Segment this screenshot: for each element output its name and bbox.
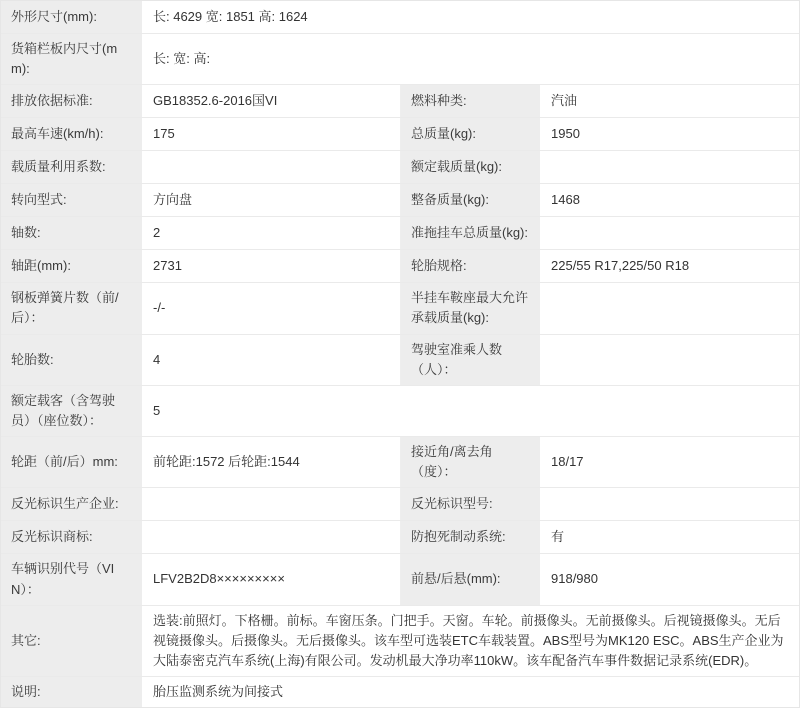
spec-label: 轮距（前/后）mm: — [1, 437, 143, 487]
spec-label: 整备质量(kg): — [401, 184, 541, 216]
spec-value: LFV2B2D8××××××××× — [143, 554, 401, 604]
spec-value: 5 — [143, 386, 799, 436]
spec-value: 1950 — [541, 118, 799, 150]
spec-value: GB18352.6-2016国VI — [143, 85, 401, 117]
spec-row-springs-saddle — [1, 283, 799, 334]
spec-value — [541, 217, 799, 249]
spec-value: 4 — [143, 335, 401, 385]
spec-row-other — [1, 606, 799, 677]
spec-label: 驾驶室准乘人数（人）： — [401, 335, 541, 385]
spec-label: 外形尺寸(mm): — [1, 1, 143, 33]
spec-label: 最高车速(km/h): — [1, 118, 143, 150]
spec-value — [541, 488, 799, 520]
spec-row-load-factor — [1, 151, 799, 184]
spec-label: 半挂车鞍座最大允许承载质量(kg): — [401, 283, 541, 333]
spec-label: 轴数: — [1, 217, 143, 249]
spec-row-dimensions — [1, 1, 799, 34]
spec-label: 反光标识生产企业: — [1, 488, 143, 520]
spec-row-track-angles — [1, 437, 799, 488]
spec-label: 转向型式: — [1, 184, 143, 216]
spec-row-seating — [1, 386, 799, 437]
spec-value — [143, 488, 401, 520]
spec-label: 货箱栏板内尺寸(mm): — [1, 34, 143, 84]
spec-value: 2731 — [143, 250, 401, 282]
spec-label: 轮胎数: — [1, 335, 143, 385]
spec-value — [143, 151, 401, 183]
spec-label: 其它: — [1, 606, 143, 676]
spec-value: 225/55 R17,225/50 R18 — [541, 250, 799, 282]
spec-value: 175 — [143, 118, 401, 150]
spec-value — [541, 283, 799, 333]
spec-row-axles-trailer — [1, 217, 799, 250]
spec-label: 钢板弹簧片数（前/后）： — [1, 283, 143, 333]
spec-value: 有 — [541, 521, 799, 553]
spec-value: 2 — [143, 217, 401, 249]
spec-label: 车辆识别代号（VIN）： — [1, 554, 143, 604]
spec-label: 燃料种类: — [401, 85, 541, 117]
spec-row-emission-fuel — [1, 85, 799, 118]
spec-row-reflective-maker-model — [1, 488, 799, 521]
spec-value: 长: 4629 宽: 1851 高: 1624 — [143, 1, 799, 33]
spec-value: 长: 宽: 高: — [143, 34, 799, 84]
spec-row-tire-count-cab — [1, 335, 799, 386]
spec-label: 轴距(mm): — [1, 250, 143, 282]
spec-label: 前悬/后悬(mm): — [401, 554, 541, 604]
spec-row-reflective-brand-abs — [1, 521, 799, 554]
spec-label: 载质量利用系数: — [1, 151, 143, 183]
spec-label: 接近角/离去角（度）： — [401, 437, 541, 487]
spec-value: 918/980 — [541, 554, 799, 604]
spec-row-note — [1, 677, 799, 707]
spec-value — [541, 151, 799, 183]
spec-row-cargo-box — [1, 34, 799, 85]
spec-value: 汽油 — [541, 85, 799, 117]
spec-label: 反光标识型号: — [401, 488, 541, 520]
spec-value: 前轮距:1572 后轮距:1544 — [143, 437, 401, 487]
spec-row-speed-gvw — [1, 118, 799, 151]
spec-label: 总质量(kg): — [401, 118, 541, 150]
spec-label: 排放依据标准: — [1, 85, 143, 117]
spec-value: 18/17 — [541, 437, 799, 487]
spec-label: 准拖挂车总质量(kg): — [401, 217, 541, 249]
spec-row-steering-curb — [1, 184, 799, 217]
spec-value: 方向盘 — [143, 184, 401, 216]
spec-label: 说明: — [1, 677, 143, 707]
spec-value: 选装:前照灯。下格栅。前标。车窗压条。门把手。天窗。车轮。前摄像头。无前摄像头。后视镜摄像头。无后视镜摄像头。后摄像头。无后摄像头。该车型可选装ETC车载装置。ABS型号为MK120 ESC。ABS生产企业为大陆泰密克汽车系统(上海)有限公司。发动机最大净功率110kW。该车配备汽车事件数据记录系统(EDR)。 — [143, 606, 799, 676]
spec-value: 1468 — [541, 184, 799, 216]
spec-label: 反光标识商标: — [1, 521, 143, 553]
spec-label: 额定载质量(kg): — [401, 151, 541, 183]
spec-label: 防抱死制动系统: — [401, 521, 541, 553]
spec-value — [143, 521, 401, 553]
spec-value: -/- — [143, 283, 401, 333]
spec-value — [541, 335, 799, 385]
spec-label: 额定载客（含驾驶员）（座位数）： — [1, 386, 143, 436]
spec-label: 轮胎规格: — [401, 250, 541, 282]
spec-row-wheelbase-tires — [1, 250, 799, 283]
spec-value: 胎压监测系统为间接式 — [143, 677, 799, 707]
